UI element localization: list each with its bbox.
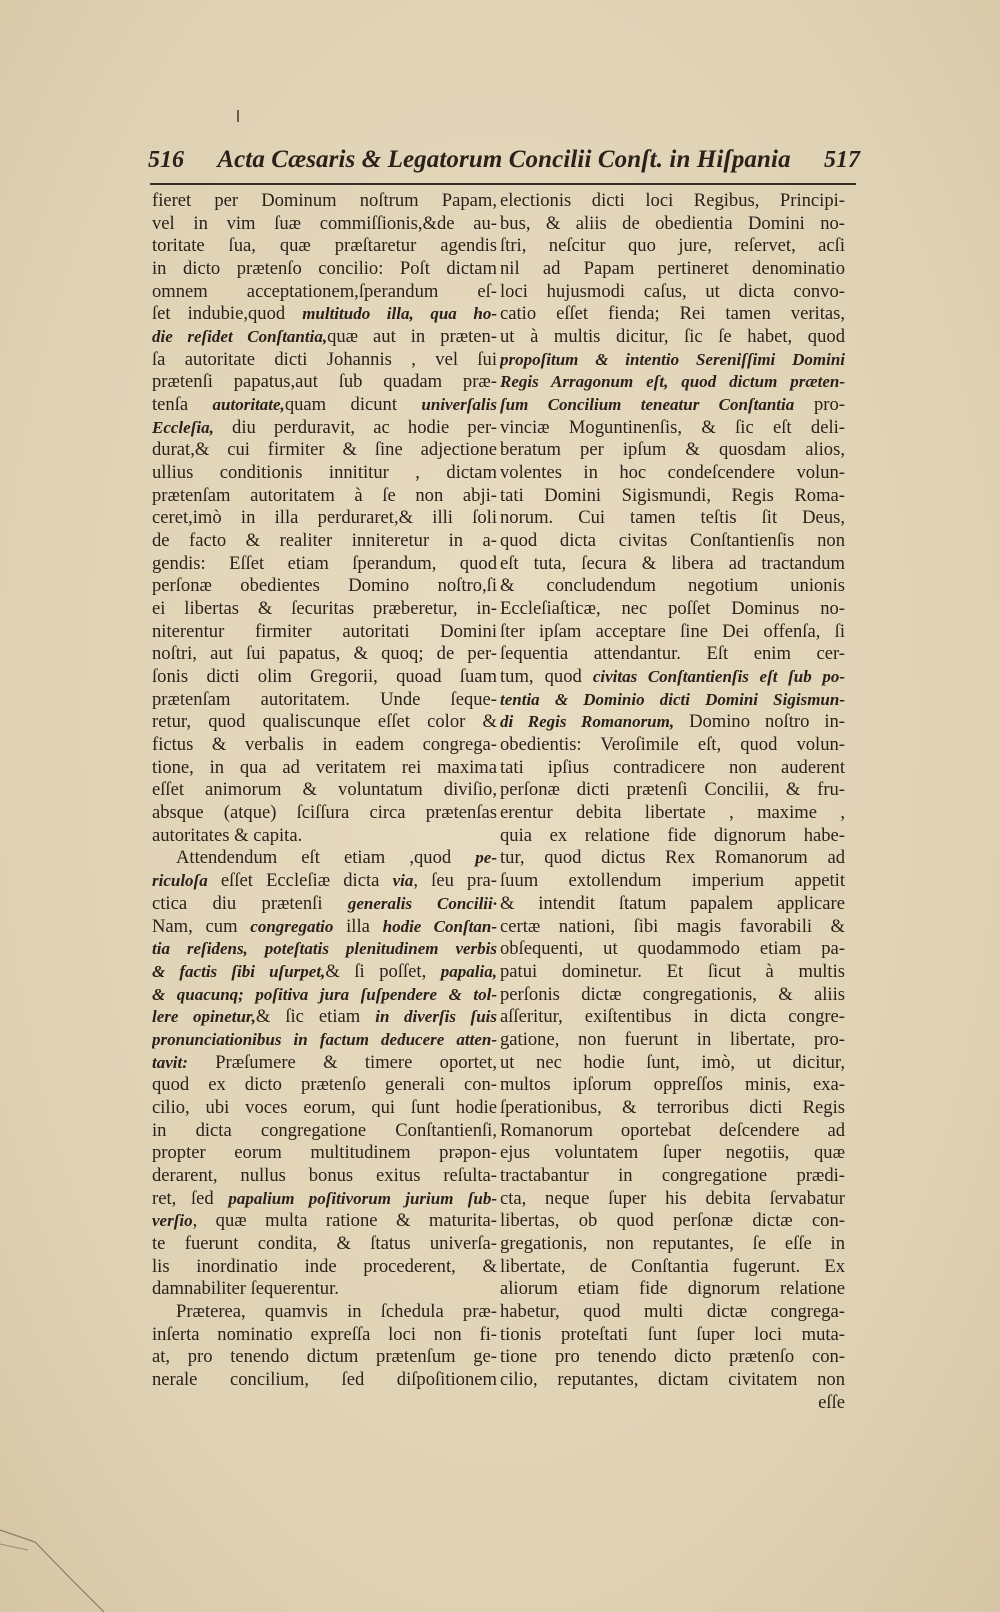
text-run: perſonæ obedientes Domino noſtro,ſi (152, 575, 497, 597)
text-run: ſa autoritate dicti Johannis , vel ſui (152, 348, 497, 370)
text-line (500, 643, 845, 666)
text-line (500, 530, 845, 553)
text-run: pro- (794, 394, 845, 416)
text-line (500, 1029, 845, 1052)
text-run: nerale concilium, ſed diſpoſitionem (152, 1368, 497, 1390)
text-run: gregationis, non reputantes, ſe eſſe in (500, 1232, 845, 1254)
text-run: autoritates & capita. (152, 824, 303, 846)
text-run: ſet indubie,quod (152, 303, 303, 325)
text-line (500, 281, 845, 304)
text-line (152, 439, 497, 462)
text-run: omnem acceptationem,ſperandum eſ- (152, 280, 497, 302)
text-run: ut à multis dicitur, ſic ſe habet, quod (500, 326, 845, 348)
right-page-number: 517 (824, 147, 860, 173)
text-line (500, 394, 845, 417)
text-run: gendis: Eſſet etiam ſperandum, quod (152, 552, 497, 574)
text-run: patui dominetur. Et ſicut à multis (500, 960, 845, 982)
text-line (500, 1006, 845, 1029)
text-run: erentur debita libertate , maxime , (500, 802, 845, 824)
text-line (152, 303, 497, 326)
text-run: Romanorum oportebat deſcendere ad (500, 1119, 845, 1141)
text-run: in dicta congregatione Conſtantienſi, (152, 1119, 497, 1141)
text-line (152, 326, 497, 349)
text-run: aſſeritur, exiſtentibus in dicta congre- (500, 1006, 845, 1028)
text-line (152, 1210, 497, 1233)
text-run: quæ aut in præten- (327, 326, 497, 348)
text-run: fictus & verbalis in eadem congrega- (152, 734, 497, 756)
text-line (152, 281, 497, 304)
text-line (152, 689, 497, 712)
text-run: , ſeu pra- (413, 870, 497, 892)
italic-run: di Regis Romanorum, (500, 712, 675, 732)
italic-run: generalis Concilii· (347, 893, 497, 913)
text-line (500, 757, 845, 780)
italic-run: verſio (152, 1211, 193, 1231)
text-run: tractabantur in congregatione prædi- (500, 1164, 845, 1186)
text-run: Domino noſtro in- (674, 711, 845, 733)
text-line (500, 802, 845, 825)
text-line (152, 553, 497, 576)
text-line (152, 1097, 497, 1120)
text-line (152, 213, 497, 236)
text-run: cilio, ubi voces eorum, qui ſunt hodie (152, 1096, 497, 1118)
text-run: & ſi poſſet, (325, 960, 441, 982)
text-line (152, 1233, 497, 1256)
text-line (152, 802, 497, 825)
text-line (500, 1142, 845, 1165)
text-run: fieret per Dominum noſtrum Papam, (152, 190, 497, 211)
text-line (500, 734, 845, 757)
text-run: eſſet animorum & voluntatum diviſio, (152, 779, 497, 801)
text-run: Præſumere & timere oportet, (187, 1051, 497, 1073)
text-line (500, 1074, 845, 1097)
italic-run: pe- (475, 848, 497, 868)
text-run: habetur, quod multi dictæ congrega- (500, 1300, 845, 1322)
text-line (500, 598, 845, 621)
text-line (500, 1346, 845, 1369)
italic-run: civitas Conſtantienſis eſt ſub po- (592, 667, 845, 687)
italic-run: multitudo illa, qua ho- (302, 304, 497, 324)
text-run: prætenſam autoritatem à ſe non abji- (152, 484, 497, 506)
text-run: loci hujusmodi caſus, ut dicta convo- (500, 280, 845, 302)
text-run: tione, in qua ad veritatem rei maxima (152, 756, 497, 778)
text-line (500, 1165, 845, 1188)
text-line (500, 870, 845, 893)
text-run: ſter ipſam acceptare ſine Dei offenſa, ſi (500, 620, 845, 642)
text-run: ullius conditionis innititur , dictam (152, 462, 497, 484)
text-line (500, 190, 845, 213)
italic-run: ſum Concilium teneatur Conſtantia (500, 395, 795, 415)
text-line (500, 621, 845, 644)
text-run: perſonis dictæ congregationis, & aliis (500, 983, 845, 1005)
running-header (148, 146, 860, 180)
text-line (500, 847, 845, 870)
text-run: beratum per ipſum & quosdam alios, (500, 439, 845, 461)
text-run: catio eſſet fienda; Rei tamen veritas, (500, 303, 845, 325)
text-run: toritate ſua, quæ præſtaretur agendis (152, 235, 497, 257)
text-line (500, 1052, 845, 1075)
text-line (152, 984, 497, 1007)
text-line (152, 1324, 497, 1347)
text-line (500, 462, 845, 485)
text-run: tionis proteſtati ſunt ſuper loci muta- (500, 1323, 845, 1345)
text-line (152, 893, 497, 916)
italic-run: via (392, 871, 414, 891)
text-line (500, 984, 845, 1007)
text-line (152, 190, 497, 213)
text-run: vinciæ Moguntinenſis, & ſic eſt deli- (500, 416, 845, 438)
ink-mark (237, 110, 239, 122)
text-line (152, 757, 497, 780)
text-line (152, 394, 497, 417)
italic-run: tia reſidens, poteſtatis plenitudinem verbis (152, 939, 497, 959)
text-run: tati Domini Sigismundi, Regis Roma- (500, 484, 845, 506)
text-run: absque (atque) ſciſſura circa prætenſas (152, 802, 497, 824)
text-run: prætenſi papatus,aut ſub quadam præ- (152, 371, 497, 393)
text-run: , quæ multa ratione & maturita- (192, 1210, 497, 1232)
text-line (152, 507, 497, 530)
text-line (500, 303, 845, 326)
text-line (500, 938, 845, 961)
text-run: & concludendum negotium unionis (500, 575, 845, 597)
text-line (152, 825, 497, 848)
text-line (500, 1324, 845, 1347)
text-run: eſſet Eccleſiæ dicta (207, 870, 393, 892)
text-run: libertas, ob quod perſonæ dictæ con- (500, 1210, 845, 1232)
text-run: volentes in hoc condeſcendere volun- (500, 462, 845, 484)
italic-run: lere opinetur, (152, 1007, 256, 1027)
text-run: obſequenti, ut quodammodo etiam pa- (500, 938, 845, 960)
right-text-column (500, 190, 845, 1414)
text-line (152, 1052, 497, 1075)
text-line (500, 1369, 845, 1392)
text-line (500, 1256, 845, 1279)
text-run: certæ nationi, ſibi magis favorabili & (500, 915, 845, 937)
text-line (500, 1210, 845, 1233)
text-run: inſerta nominatio expreſſa loci non fi- (152, 1323, 497, 1345)
text-run: at, pro tenendo dictum prætenſum ge- (152, 1346, 497, 1368)
text-run: ret, ſed (152, 1187, 229, 1209)
text-run: ſonis dicti olim Gregorii, quoad ſuam (152, 666, 497, 688)
italic-run: univerſalis (421, 395, 497, 415)
text-run: noſtri, aut ſui papatus, & quoq; de per- (152, 643, 497, 665)
text-line (152, 1369, 497, 1392)
text-line (152, 485, 497, 508)
italic-run: Regis Arragonum eſt, quod dictum præten- (500, 372, 845, 392)
text-line (152, 1256, 497, 1279)
text-run: illa (333, 915, 383, 937)
text-line (500, 1120, 845, 1143)
italic-run: congregatio (250, 916, 334, 936)
text-line (500, 485, 845, 508)
text-line (152, 417, 497, 440)
text-run: ſperationibus, & terroribus dicti Regis (500, 1096, 845, 1118)
text-line (500, 689, 845, 712)
text-run: in dicto prætenſo concilio: Poſt dictam (152, 258, 497, 280)
text-run: tur, quod dictus Rex Romanorum ad (500, 847, 845, 869)
text-run: quam dicunt (284, 394, 422, 416)
text-run: vel in vim ſuæ commiſſionis,&de au- (152, 212, 497, 234)
left-page-number: 516 (148, 147, 184, 173)
text-run: derarent, nullus bonus exitus reſulta- (152, 1164, 497, 1186)
text-line (152, 961, 497, 984)
text-run: ſequentia attendantur. Eſt enim cer- (500, 643, 845, 665)
text-line (152, 734, 497, 757)
text-line (152, 1278, 497, 1301)
text-line (152, 530, 497, 553)
italic-run: pronunciationibus in factum deducere atten- (152, 1029, 497, 1049)
italic-run: papalia, (440, 961, 497, 981)
text-line (152, 666, 497, 689)
text-run: ſuum extollendum imperium appetit (500, 870, 845, 892)
italic-run: papalium poſitivorum jurium ſub- (228, 1188, 497, 1208)
text-line (152, 1120, 497, 1143)
text-run: tum, quod (500, 666, 593, 688)
text-run: cilio, reputantes, dictam civitatem non (500, 1368, 845, 1390)
text-run: durat,& cui firmiter & ſine adjectione (152, 439, 497, 461)
text-run: ceret,imò in illa perduraret,& illi ſoli (152, 507, 497, 529)
text-line (500, 575, 845, 598)
text-run: aliorum etiam fide dignorum relatione (500, 1278, 845, 1300)
text-line (152, 1142, 497, 1165)
text-line (152, 621, 497, 644)
text-run: Attendendum eſt etiam ,quod (176, 847, 476, 869)
italic-run: in diverſis ſuis (375, 1007, 497, 1027)
catchword: eſſe (818, 1391, 845, 1413)
text-line (152, 462, 497, 485)
text-line (500, 1301, 845, 1324)
italic-run: Eccleſia, (152, 417, 214, 437)
text-run: multos ipſorum oppreſſos minis, exa- (500, 1074, 845, 1096)
italic-run: propoſitum & intentio Sereniſſimi Domini (500, 349, 845, 369)
text-line (500, 213, 845, 236)
text-run: damnabiliter ſequerentur. (152, 1278, 339, 1300)
text-run: quod ex dicto prætenſo generali con- (152, 1074, 497, 1096)
text-line (152, 870, 497, 893)
text-line (500, 825, 845, 848)
text-line (152, 711, 497, 734)
text-line (500, 893, 845, 916)
italic-run: & factis ſibi uſurpet, (152, 961, 326, 981)
italic-run: autoritate, (212, 395, 285, 415)
text-line (500, 1188, 845, 1211)
italic-run: hodie Conſtan- (382, 916, 497, 936)
text-line (152, 1029, 497, 1052)
italic-run: tentia & Dominio dicti Domini Sigismun- (500, 689, 845, 709)
italic-run: die reſidet Conſtantia, (152, 327, 328, 347)
text-line (500, 553, 845, 576)
text-line (500, 349, 845, 372)
text-line (500, 326, 845, 349)
text-line (152, 235, 497, 258)
text-run: te fuerunt condita, & ſtatus univerſa- (152, 1232, 497, 1254)
text-run: quia ex relatione fide dignorum habe- (500, 824, 845, 846)
text-line (500, 1278, 845, 1301)
text-line (500, 417, 845, 440)
text-run: diu perduravit, ac hodie per- (213, 416, 497, 438)
text-run: libertate, de Conſtantia fugerunt. Ex (500, 1255, 845, 1277)
text-run: propter eorum multitudinem prəpon- (152, 1142, 497, 1164)
text-run: tenſa (152, 394, 213, 416)
text-line (152, 643, 497, 666)
text-line (152, 916, 497, 939)
text-run: bus, & aliis de obedientia Domini no- (500, 212, 845, 234)
italic-run: tavit: (152, 1052, 188, 1072)
text-line (500, 916, 845, 939)
text-run: norum. Cui tamen teſtis ſit Deus, (500, 507, 845, 529)
text-line (152, 598, 497, 621)
text-line (500, 666, 845, 689)
text-run: obedientis: Veroſimile eſt, quod volun- (500, 734, 845, 756)
text-line (152, 779, 497, 802)
text-run: ut nec hodie ſunt, imò, ut dicitur, (500, 1051, 845, 1073)
text-run: tione pro tenendo dicto prætenſo con- (500, 1346, 845, 1368)
text-line (500, 371, 845, 394)
text-run: ejus voluntatem ſuper negotiis, quæ (500, 1142, 845, 1164)
text-run: & intendit ſtatum papalem applicare (500, 892, 845, 914)
text-run: nil ad Papam pertineret denominatio (500, 258, 845, 280)
text-line (152, 1346, 497, 1369)
text-run: ctica diu prætenſi (152, 892, 348, 914)
text-line (500, 1097, 845, 1120)
italic-run: & quacunq; poſitiva jura ſuſpendere & tol- (152, 984, 497, 1004)
text-run: niterentur firmiter autoritati Domini (152, 620, 497, 642)
text-line (152, 1188, 497, 1211)
text-line (152, 258, 497, 281)
text-line (500, 961, 845, 984)
text-run: tati ipſius contradicere non auderent (500, 756, 845, 778)
text-run: quod dicta civitas Conſtantienſis non (500, 530, 845, 552)
text-line (152, 1074, 497, 1097)
text-line (152, 1006, 497, 1029)
header-rule (150, 183, 856, 185)
text-run: de facto & realiter inniteretur in a- (152, 530, 497, 552)
text-line (500, 711, 845, 734)
text-line (152, 1165, 497, 1188)
page-fold-mark (0, 1520, 110, 1612)
text-line (152, 371, 497, 394)
left-text-column (152, 190, 497, 1392)
text-line (152, 349, 497, 372)
text-run: & ſic etiam (255, 1006, 376, 1028)
text-line (500, 1233, 845, 1256)
text-run: gatione, non fuerunt in libertate, pro- (500, 1028, 845, 1050)
text-line (500, 507, 845, 530)
running-title: Acta Cæsaris & Legatorum Concilii Conſt. in Hiſpania (217, 146, 791, 173)
text-line (152, 938, 497, 961)
italic-run: riculoſa (152, 871, 208, 891)
text-line (500, 779, 845, 802)
text-run: electionis dicti loci Regibus, Principi- (500, 190, 845, 211)
text-run: prætenſam autoritatem. Unde ſeque- (152, 688, 497, 710)
text-line (500, 235, 845, 258)
text-line (152, 575, 497, 598)
text-run: cta, neque ſuper his debita ſervabatur (500, 1187, 845, 1209)
text-run: lis inordinatio inde procederent, & (152, 1255, 497, 1277)
text-run: ei libertas & ſecuritas præberetur, in- (152, 598, 497, 620)
text-line (152, 1301, 497, 1324)
text-line (152, 847, 497, 870)
text-run: Eccleſiaſticæ, nec poſſet Dominus no- (500, 598, 845, 620)
text-run: Nam, cum (152, 915, 251, 937)
text-run: Præterea, quamvis in ſchedula præ- (176, 1300, 497, 1322)
text-line (500, 258, 845, 281)
text-line (500, 439, 845, 462)
text-run: retur, quod qualiscunque eſſet color & (152, 711, 497, 733)
text-run: ſtri, neſcitur quo jure, reſervet, acſi (500, 235, 845, 257)
text-run: eſt tuta, ſecura & libera ad tractandum (500, 552, 845, 574)
text-run: perſonæ dicti prætenſi Concilii, & fru- (500, 779, 845, 801)
